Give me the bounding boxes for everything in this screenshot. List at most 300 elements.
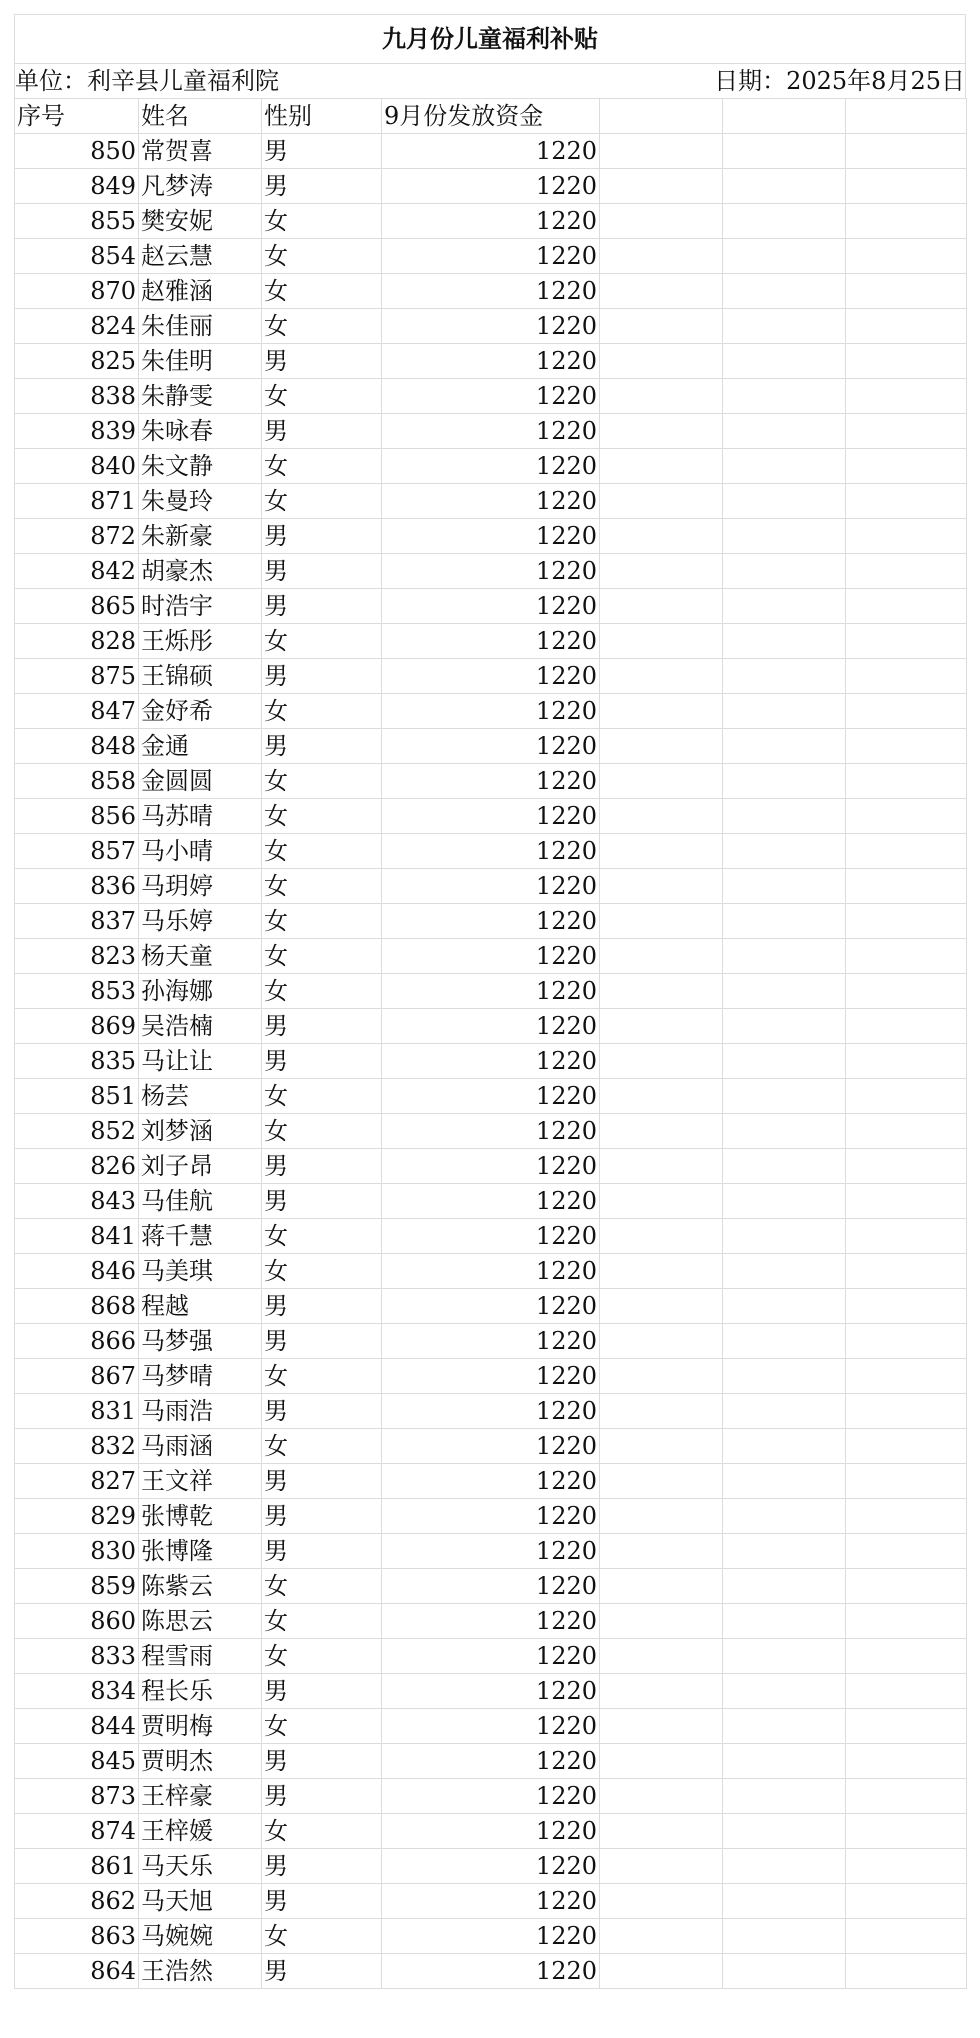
cell-name[interactable]: 王梓媛 <box>139 1814 262 1849</box>
cell-amount[interactable]: 1220 <box>382 1044 600 1079</box>
empty-cell[interactable] <box>600 1849 723 1884</box>
cell-name[interactable]: 程长乐 <box>139 1674 262 1709</box>
cell-name[interactable]: 王锦硕 <box>139 659 262 694</box>
empty-cell[interactable] <box>600 309 723 344</box>
empty-cell[interactable] <box>600 1394 723 1429</box>
empty-cell[interactable] <box>600 1464 723 1499</box>
cell-gender[interactable]: 女 <box>262 694 382 729</box>
empty-cell[interactable] <box>600 1324 723 1359</box>
empty-cell[interactable] <box>846 1954 967 1989</box>
cell-index[interactable]: 846 <box>15 1254 139 1289</box>
cell-index[interactable]: 831 <box>15 1394 139 1429</box>
cell-amount[interactable]: 1220 <box>382 1569 600 1604</box>
empty-cell[interactable] <box>600 484 723 519</box>
empty-cell[interactable] <box>846 1219 967 1254</box>
empty-cell[interactable] <box>723 624 846 659</box>
cell-amount[interactable]: 1220 <box>382 484 600 519</box>
empty-cell[interactable] <box>600 134 723 169</box>
cell-index[interactable]: 870 <box>15 274 139 309</box>
cell-name[interactable]: 金通 <box>139 729 262 764</box>
cell-amount[interactable]: 1220 <box>382 1114 600 1149</box>
empty-cell[interactable] <box>723 379 846 414</box>
cell-name[interactable]: 贾明梅 <box>139 1709 262 1744</box>
cell-name[interactable]: 胡豪杰 <box>139 554 262 589</box>
empty-cell[interactable] <box>600 344 723 379</box>
header-amount[interactable]: 9月份发放资金 <box>382 99 600 134</box>
empty-cell[interactable] <box>600 99 723 134</box>
cell-gender[interactable]: 男 <box>262 1289 382 1324</box>
cell-gender[interactable]: 男 <box>262 519 382 554</box>
cell-amount[interactable]: 1220 <box>382 379 600 414</box>
empty-cell[interactable] <box>600 239 723 274</box>
empty-cell[interactable] <box>846 99 967 134</box>
empty-cell[interactable] <box>600 1604 723 1639</box>
cell-gender[interactable]: 男 <box>262 1674 382 1709</box>
empty-cell[interactable] <box>723 939 846 974</box>
empty-cell[interactable] <box>846 1779 967 1814</box>
cell-name[interactable]: 赵云慧 <box>139 239 262 274</box>
empty-cell[interactable] <box>600 939 723 974</box>
empty-cell[interactable] <box>600 1814 723 1849</box>
empty-cell[interactable] <box>723 1394 846 1429</box>
empty-cell[interactable] <box>723 1114 846 1149</box>
cell-gender[interactable]: 女 <box>262 1814 382 1849</box>
empty-cell[interactable] <box>723 974 846 1009</box>
empty-cell[interactable] <box>723 134 846 169</box>
cell-name[interactable]: 赵雅涵 <box>139 274 262 309</box>
empty-cell[interactable] <box>600 659 723 694</box>
cell-name[interactable]: 刘梦涵 <box>139 1114 262 1149</box>
cell-index[interactable]: 834 <box>15 1674 139 1709</box>
cell-gender[interactable]: 女 <box>262 939 382 974</box>
empty-cell[interactable] <box>846 659 967 694</box>
empty-cell[interactable] <box>600 1114 723 1149</box>
empty-cell[interactable] <box>723 344 846 379</box>
empty-cell[interactable] <box>600 869 723 904</box>
cell-amount[interactable]: 1220 <box>382 904 600 939</box>
empty-cell[interactable] <box>723 1849 846 1884</box>
cell-gender[interactable]: 女 <box>262 1114 382 1149</box>
cell-index[interactable]: 875 <box>15 659 139 694</box>
cell-index[interactable]: 844 <box>15 1709 139 1744</box>
empty-cell[interactable] <box>846 694 967 729</box>
cell-index[interactable]: 828 <box>15 624 139 659</box>
empty-cell[interactable] <box>846 1849 967 1884</box>
cell-gender[interactable]: 男 <box>262 659 382 694</box>
cell-name[interactable]: 杨芸 <box>139 1079 262 1114</box>
cell-index[interactable]: 827 <box>15 1464 139 1499</box>
cell-amount[interactable]: 1220 <box>382 1534 600 1569</box>
empty-cell[interactable] <box>723 1884 846 1919</box>
cell-gender[interactable]: 女 <box>262 1219 382 1254</box>
empty-cell[interactable] <box>723 449 846 484</box>
cell-index[interactable]: 860 <box>15 1604 139 1639</box>
cell-amount[interactable]: 1220 <box>382 274 600 309</box>
cell-amount[interactable]: 1220 <box>382 309 600 344</box>
cell-name[interactable]: 程雪雨 <box>139 1639 262 1674</box>
empty-cell[interactable] <box>846 1709 967 1744</box>
empty-cell[interactable] <box>600 1289 723 1324</box>
empty-cell[interactable] <box>600 904 723 939</box>
cell-gender[interactable]: 女 <box>262 834 382 869</box>
empty-cell[interactable] <box>723 1009 846 1044</box>
cell-amount[interactable]: 1220 <box>382 694 600 729</box>
cell-gender[interactable]: 男 <box>262 729 382 764</box>
cell-index[interactable]: 830 <box>15 1534 139 1569</box>
cell-gender[interactable]: 男 <box>262 1464 382 1499</box>
empty-cell[interactable] <box>846 134 967 169</box>
cell-gender[interactable]: 女 <box>262 904 382 939</box>
cell-amount[interactable]: 1220 <box>382 659 600 694</box>
cell-gender[interactable]: 女 <box>262 1639 382 1674</box>
cell-gender[interactable]: 女 <box>262 1604 382 1639</box>
empty-cell[interactable] <box>846 1254 967 1289</box>
empty-cell[interactable] <box>846 1744 967 1779</box>
empty-cell[interactable] <box>723 1604 846 1639</box>
cell-amount[interactable]: 1220 <box>382 1954 600 1989</box>
cell-gender[interactable]: 男 <box>262 1779 382 1814</box>
cell-gender[interactable]: 男 <box>262 1394 382 1429</box>
cell-name[interactable]: 马美琪 <box>139 1254 262 1289</box>
cell-amount[interactable]: 1220 <box>382 414 600 449</box>
cell-gender[interactable]: 女 <box>262 1359 382 1394</box>
cell-amount[interactable]: 1220 <box>382 869 600 904</box>
cell-index[interactable]: 850 <box>15 134 139 169</box>
empty-cell[interactable] <box>846 939 967 974</box>
empty-cell[interactable] <box>723 1779 846 1814</box>
cell-index[interactable]: 873 <box>15 1779 139 1814</box>
cell-amount[interactable]: 1220 <box>382 1219 600 1254</box>
cell-index[interactable]: 869 <box>15 1009 139 1044</box>
empty-cell[interactable] <box>723 554 846 589</box>
empty-cell[interactable] <box>723 1079 846 1114</box>
cell-index[interactable]: 858 <box>15 764 139 799</box>
cell-index[interactable]: 872 <box>15 519 139 554</box>
cell-gender[interactable]: 男 <box>262 1954 382 1989</box>
cell-amount[interactable]: 1220 <box>382 624 600 659</box>
cell-amount[interactable]: 1220 <box>382 1009 600 1044</box>
empty-cell[interactable] <box>846 1184 967 1219</box>
cell-amount[interactable]: 1220 <box>382 204 600 239</box>
empty-cell[interactable] <box>846 1114 967 1149</box>
cell-amount[interactable]: 1220 <box>382 764 600 799</box>
cell-name[interactable]: 马雨涵 <box>139 1429 262 1464</box>
cell-index[interactable]: 859 <box>15 1569 139 1604</box>
empty-cell[interactable] <box>600 799 723 834</box>
empty-cell[interactable] <box>846 1569 967 1604</box>
cell-name[interactable]: 贾明杰 <box>139 1744 262 1779</box>
empty-cell[interactable] <box>723 1464 846 1499</box>
empty-cell[interactable] <box>723 1324 846 1359</box>
empty-cell[interactable] <box>846 1884 967 1919</box>
empty-cell[interactable] <box>723 1954 846 1989</box>
empty-cell[interactable] <box>846 309 967 344</box>
cell-index[interactable]: 836 <box>15 869 139 904</box>
empty-cell[interactable] <box>600 414 723 449</box>
header-index[interactable]: 序号 <box>15 99 139 134</box>
empty-cell[interactable] <box>723 1429 846 1464</box>
cell-index[interactable]: 847 <box>15 694 139 729</box>
empty-cell[interactable] <box>846 449 967 484</box>
empty-cell[interactable] <box>723 1184 846 1219</box>
header-name[interactable]: 姓名 <box>139 99 262 134</box>
empty-cell[interactable] <box>723 1499 846 1534</box>
cell-index[interactable]: 841 <box>15 1219 139 1254</box>
cell-gender[interactable]: 女 <box>262 1079 382 1114</box>
empty-cell[interactable] <box>846 729 967 764</box>
empty-cell[interactable] <box>600 1219 723 1254</box>
cell-index[interactable]: 826 <box>15 1149 139 1184</box>
empty-cell[interactable] <box>600 1184 723 1219</box>
cell-gender[interactable]: 男 <box>262 1499 382 1534</box>
cell-amount[interactable]: 1220 <box>382 1324 600 1359</box>
cell-name[interactable]: 马梦晴 <box>139 1359 262 1394</box>
empty-cell[interactable] <box>846 1499 967 1534</box>
empty-cell[interactable] <box>846 274 967 309</box>
cell-index[interactable]: 861 <box>15 1849 139 1884</box>
cell-index[interactable]: 839 <box>15 414 139 449</box>
cell-amount[interactable]: 1220 <box>382 1394 600 1429</box>
empty-cell[interactable] <box>600 1254 723 1289</box>
cell-gender[interactable]: 女 <box>262 869 382 904</box>
empty-cell[interactable] <box>600 1569 723 1604</box>
empty-cell[interactable] <box>723 1044 846 1079</box>
cell-amount[interactable]: 1220 <box>382 834 600 869</box>
cell-gender[interactable]: 女 <box>262 974 382 1009</box>
empty-cell[interactable] <box>846 1429 967 1464</box>
cell-name[interactable]: 朱新豪 <box>139 519 262 554</box>
empty-cell[interactable] <box>723 169 846 204</box>
cell-name[interactable]: 朱曼玲 <box>139 484 262 519</box>
cell-gender[interactable]: 男 <box>262 414 382 449</box>
empty-cell[interactable] <box>600 1709 723 1744</box>
cell-index[interactable]: 840 <box>15 449 139 484</box>
cell-gender[interactable]: 男 <box>262 589 382 624</box>
empty-cell[interactable] <box>723 764 846 799</box>
cell-gender[interactable]: 男 <box>262 1744 382 1779</box>
cell-name[interactable]: 程越 <box>139 1289 262 1324</box>
header-gender[interactable]: 性别 <box>262 99 382 134</box>
empty-cell[interactable] <box>600 1639 723 1674</box>
cell-name[interactable]: 金圆圆 <box>139 764 262 799</box>
empty-cell[interactable] <box>846 1359 967 1394</box>
cell-amount[interactable]: 1220 <box>382 1814 600 1849</box>
cell-index[interactable]: 863 <box>15 1919 139 1954</box>
cell-amount[interactable]: 1220 <box>382 1919 600 1954</box>
cell-name[interactable]: 刘子昂 <box>139 1149 262 1184</box>
cell-index[interactable]: 838 <box>15 379 139 414</box>
cell-name[interactable]: 王梓豪 <box>139 1779 262 1814</box>
empty-cell[interactable] <box>723 1744 846 1779</box>
empty-cell[interactable] <box>723 309 846 344</box>
cell-index[interactable]: 832 <box>15 1429 139 1464</box>
empty-cell[interactable] <box>723 589 846 624</box>
empty-cell[interactable] <box>600 204 723 239</box>
cell-name[interactable]: 朱佳丽 <box>139 309 262 344</box>
empty-cell[interactable] <box>723 1674 846 1709</box>
cell-amount[interactable]: 1220 <box>382 344 600 379</box>
cell-index[interactable]: 851 <box>15 1079 139 1114</box>
empty-cell[interactable] <box>846 834 967 869</box>
empty-cell[interactable] <box>846 169 967 204</box>
cell-gender[interactable]: 男 <box>262 1884 382 1919</box>
cell-amount[interactable]: 1220 <box>382 1709 600 1744</box>
cell-amount[interactable]: 1220 <box>382 554 600 589</box>
cell-name[interactable]: 朱文静 <box>139 449 262 484</box>
cell-amount[interactable]: 1220 <box>382 729 600 764</box>
empty-cell[interactable] <box>600 1079 723 1114</box>
cell-index[interactable]: 871 <box>15 484 139 519</box>
cell-gender[interactable]: 女 <box>262 1429 382 1464</box>
cell-name[interactable]: 陈紫云 <box>139 1569 262 1604</box>
empty-cell[interactable] <box>600 554 723 589</box>
empty-cell[interactable] <box>723 519 846 554</box>
cell-amount[interactable]: 1220 <box>382 589 600 624</box>
empty-cell[interactable] <box>846 239 967 274</box>
empty-cell[interactable] <box>723 1219 846 1254</box>
cell-index[interactable]: 825 <box>15 344 139 379</box>
cell-index[interactable]: 829 <box>15 1499 139 1534</box>
cell-index[interactable]: 856 <box>15 799 139 834</box>
empty-cell[interactable] <box>846 1814 967 1849</box>
empty-cell[interactable] <box>846 1149 967 1184</box>
cell-index[interactable]: 853 <box>15 974 139 1009</box>
cell-index[interactable]: 823 <box>15 939 139 974</box>
cell-name[interactable]: 马梦强 <box>139 1324 262 1359</box>
cell-amount[interactable]: 1220 <box>382 449 600 484</box>
cell-gender[interactable]: 男 <box>262 554 382 589</box>
cell-name[interactable]: 张博隆 <box>139 1534 262 1569</box>
cell-amount[interactable]: 1220 <box>382 519 600 554</box>
cell-name[interactable]: 马乐婷 <box>139 904 262 939</box>
cell-gender[interactable]: 女 <box>262 379 382 414</box>
cell-name[interactable]: 朱佳明 <box>139 344 262 379</box>
cell-gender[interactable]: 男 <box>262 1149 382 1184</box>
empty-cell[interactable] <box>723 1639 846 1674</box>
cell-amount[interactable]: 1220 <box>382 1429 600 1464</box>
empty-cell[interactable] <box>846 1079 967 1114</box>
cell-index[interactable]: 868 <box>15 1289 139 1324</box>
cell-amount[interactable]: 1220 <box>382 1254 600 1289</box>
empty-cell[interactable] <box>846 344 967 379</box>
empty-cell[interactable] <box>846 1394 967 1429</box>
cell-amount[interactable]: 1220 <box>382 799 600 834</box>
cell-amount[interactable]: 1220 <box>382 1779 600 1814</box>
cell-amount[interactable]: 1220 <box>382 1359 600 1394</box>
empty-cell[interactable] <box>846 1604 967 1639</box>
empty-cell[interactable] <box>846 624 967 659</box>
cell-gender[interactable]: 男 <box>262 1044 382 1079</box>
empty-cell[interactable] <box>846 204 967 239</box>
cell-gender[interactable]: 女 <box>262 309 382 344</box>
cell-name[interactable]: 蒋千慧 <box>139 1219 262 1254</box>
cell-gender[interactable]: 女 <box>262 1709 382 1744</box>
empty-cell[interactable] <box>723 414 846 449</box>
cell-name[interactable]: 王烁彤 <box>139 624 262 659</box>
cell-amount[interactable]: 1220 <box>382 1079 600 1114</box>
cell-gender[interactable]: 女 <box>262 764 382 799</box>
empty-cell[interactable] <box>846 1674 967 1709</box>
cell-amount[interactable]: 1220 <box>382 1639 600 1674</box>
empty-cell[interactable] <box>723 274 846 309</box>
empty-cell[interactable] <box>600 1954 723 1989</box>
empty-cell[interactable] <box>600 169 723 204</box>
empty-cell[interactable] <box>600 1919 723 1954</box>
empty-cell[interactable] <box>600 1429 723 1464</box>
cell-index[interactable]: 824 <box>15 309 139 344</box>
empty-cell[interactable] <box>600 1499 723 1534</box>
cell-amount[interactable]: 1220 <box>382 939 600 974</box>
cell-name[interactable]: 朱咏春 <box>139 414 262 449</box>
cell-amount[interactable]: 1220 <box>382 1884 600 1919</box>
empty-cell[interactable] <box>723 694 846 729</box>
empty-cell[interactable] <box>600 1674 723 1709</box>
empty-cell[interactable] <box>723 1254 846 1289</box>
empty-cell[interactable] <box>846 974 967 1009</box>
empty-cell[interactable] <box>846 1009 967 1044</box>
empty-cell[interactable] <box>600 974 723 1009</box>
cell-index[interactable]: 837 <box>15 904 139 939</box>
cell-index[interactable]: 843 <box>15 1184 139 1219</box>
cell-amount[interactable]: 1220 <box>382 1464 600 1499</box>
empty-cell[interactable] <box>723 729 846 764</box>
cell-name[interactable]: 马让让 <box>139 1044 262 1079</box>
cell-name[interactable]: 马苏晴 <box>139 799 262 834</box>
empty-cell[interactable] <box>600 624 723 659</box>
cell-name[interactable]: 时浩宇 <box>139 589 262 624</box>
cell-name[interactable]: 杨天童 <box>139 939 262 974</box>
empty-cell[interactable] <box>723 1709 846 1744</box>
empty-cell[interactable] <box>600 1149 723 1184</box>
cell-gender[interactable]: 女 <box>262 274 382 309</box>
cell-name[interactable]: 孙海娜 <box>139 974 262 1009</box>
empty-cell[interactable] <box>600 1534 723 1569</box>
empty-cell[interactable] <box>600 589 723 624</box>
empty-cell[interactable] <box>846 1044 967 1079</box>
cell-amount[interactable]: 1220 <box>382 1289 600 1324</box>
empty-cell[interactable] <box>846 869 967 904</box>
cell-index[interactable]: 842 <box>15 554 139 589</box>
cell-name[interactable]: 马玥婷 <box>139 869 262 904</box>
cell-index[interactable]: 854 <box>15 239 139 274</box>
empty-cell[interactable] <box>600 729 723 764</box>
empty-cell[interactable] <box>846 589 967 624</box>
cell-gender[interactable]: 男 <box>262 1534 382 1569</box>
empty-cell[interactable] <box>723 239 846 274</box>
cell-amount[interactable]: 1220 <box>382 1674 600 1709</box>
empty-cell[interactable] <box>846 414 967 449</box>
empty-cell[interactable] <box>600 1009 723 1044</box>
cell-amount[interactable]: 1220 <box>382 1849 600 1884</box>
cell-gender[interactable]: 女 <box>262 449 382 484</box>
cell-gender[interactable]: 男 <box>262 1324 382 1359</box>
empty-cell[interactable] <box>846 1464 967 1499</box>
empty-cell[interactable] <box>723 1359 846 1394</box>
cell-name[interactable]: 王文祥 <box>139 1464 262 1499</box>
cell-gender[interactable]: 女 <box>262 239 382 274</box>
empty-cell[interactable] <box>600 379 723 414</box>
empty-cell[interactable] <box>723 904 846 939</box>
empty-cell[interactable] <box>600 1744 723 1779</box>
cell-index[interactable]: 866 <box>15 1324 139 1359</box>
empty-cell[interactable] <box>846 764 967 799</box>
empty-cell[interactable] <box>846 519 967 554</box>
cell-index[interactable]: 852 <box>15 1114 139 1149</box>
cell-gender[interactable]: 男 <box>262 1184 382 1219</box>
cell-index[interactable]: 857 <box>15 834 139 869</box>
cell-amount[interactable]: 1220 <box>382 134 600 169</box>
empty-cell[interactable] <box>600 519 723 554</box>
